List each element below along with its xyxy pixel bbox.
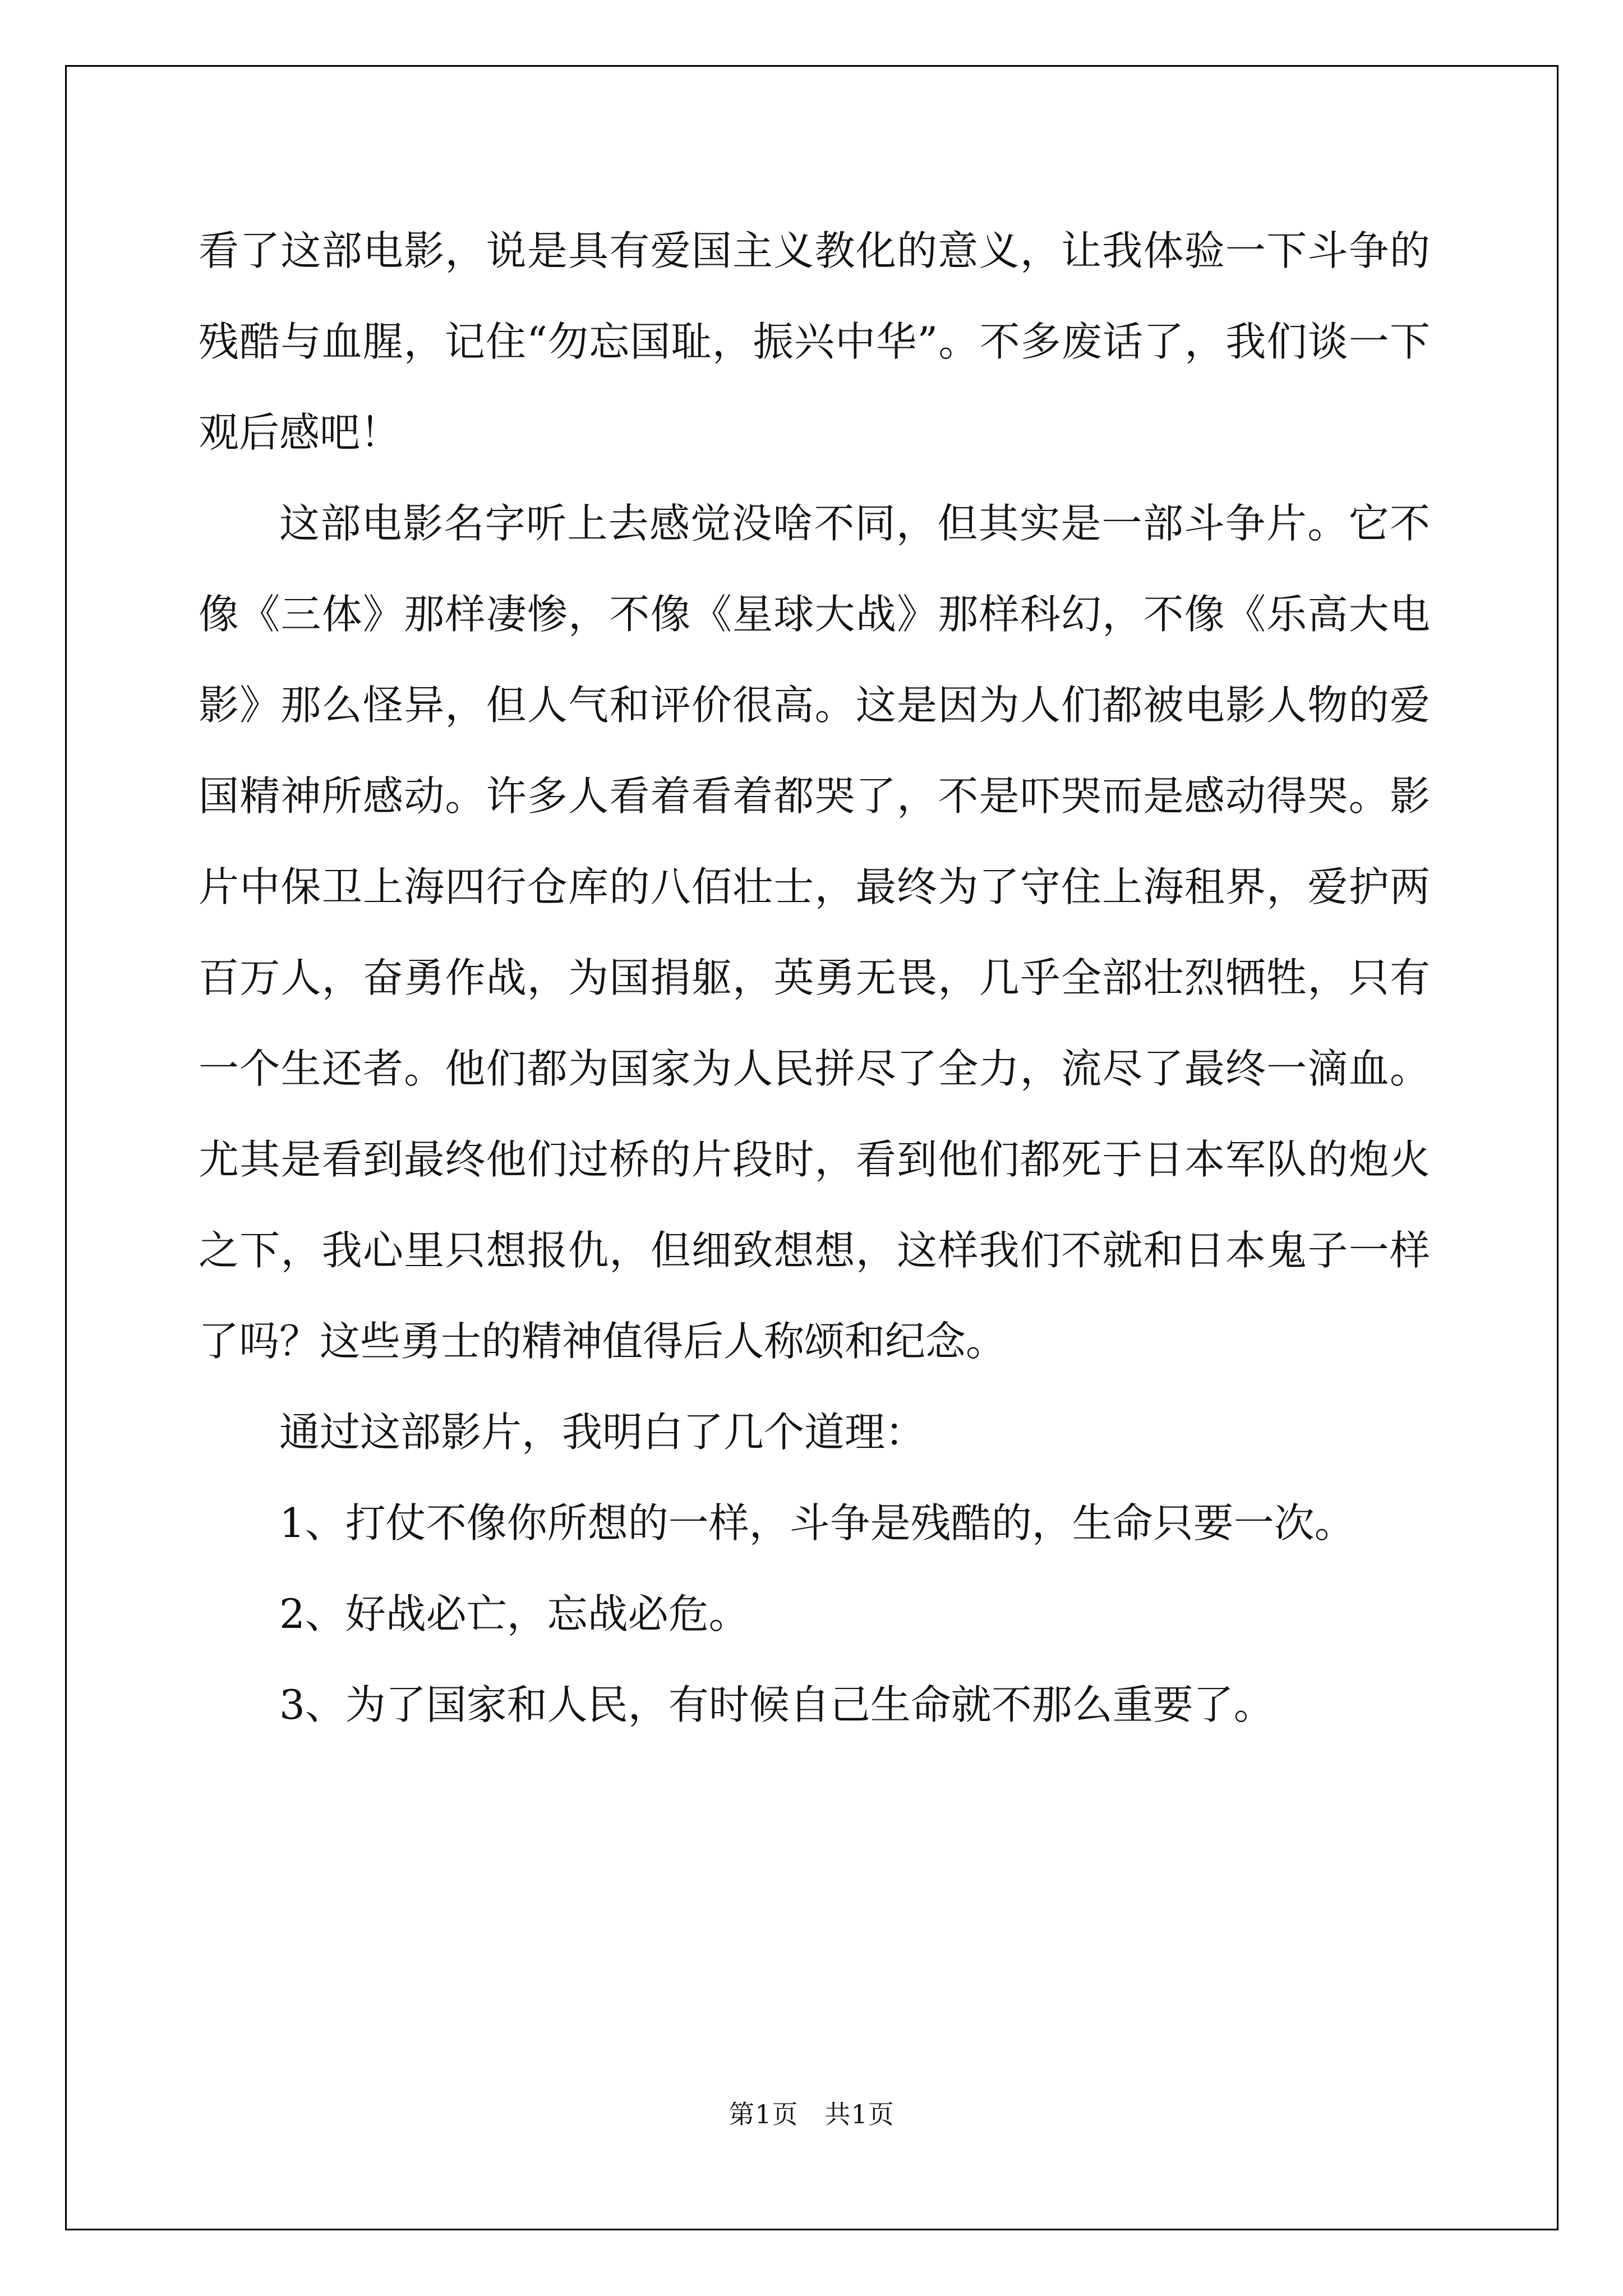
paragraph-intro: 看了这部电影，说是具有爱国主义教化的意义，让我体验一下斗争的残酷与血腥，记住“勿忘国耻，振兴中华”。不多废话了，我们谈一下观后感吧！: [199, 227, 1430, 456]
document-body: [199, 205, 1430, 1750]
lesson-item-1: 1、打仗不像你所想的一样，斗争是残酷的，生命只要一次。: [279, 1499, 1355, 1547]
lesson-item-2: 2、好战必亡，忘战必危。: [279, 1590, 749, 1637]
paragraph-main: 这部电影名字听上去感觉没啥不同，但其实是一部斗争片。它不像《三体》那样凄惨，不像《星球大战》那样科幻，不像《乐高大电影》那么怪异，但人气和评价很高。这是因为人们都被电影人物的爱国精神所感动。许多人看着看着都哭了，不是吓哭而是感动得哭。影片中保卫上海四行仓库的八佰壮士，最终为了守住上海租界，爱护两百万人，奋勇作战，为国捐躯，英勇无畏，几乎全部壮烈牺牲，只有一个生还者。他们都为国家为人民拼尽了全力，流尽了最终一滴血。尤其是看到最终他们过桥的片段时，看到他们都死于日本军队的炮火之下，我心里只想报仇，但细致想想，这样我们不就和日本鬼子一样了吗？这些勇士的精神值得后人称颂和纪念。: [199, 500, 1430, 1365]
lesson-item-3: 3、为了国家和人民，有时候自己生命就不那么重要了。: [279, 1681, 1274, 1728]
paragraph-lessons-intro: 通过这部影片，我明白了几个道理：: [279, 1409, 926, 1456]
page-number-footer: 第1页 共1页: [728, 2099, 895, 2129]
